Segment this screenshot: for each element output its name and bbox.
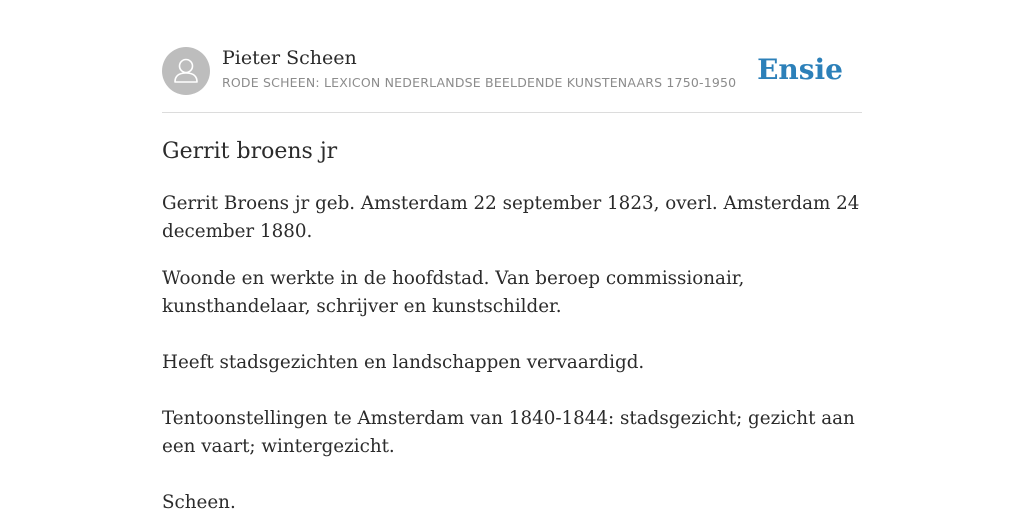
brand-logo[interactable]: Ensie [757, 53, 843, 86]
paragraph: Heeft stadsgezichten en landschappen vervaardigd. [162, 352, 645, 373]
paragraph: Woonde en werkte in de hoofdstad. Van beroep commissionair, kunsthandelaar, schrijver en kunstschilder. [162, 268, 745, 317]
author-name[interactable]: Pieter Scheen [222, 47, 357, 69]
paragraph: Scheen. [162, 492, 236, 512]
user-avatar-icon[interactable] [162, 47, 210, 95]
paragraph: Gerrit Broens jr geb. Amsterdam 22 september 1823, overl. Amsterdam 24 december 1880. [162, 193, 860, 242]
article-body [162, 136, 862, 512]
paragraph: Tentoonstellingen te Amsterdam van 1840-1844: stadsgezicht; gezicht aan een vaart; wintergezicht. [162, 408, 855, 457]
page-title: Gerrit broens jr [162, 139, 338, 164]
source-name[interactable]: RODE SCHEEN: LEXICON NEDERLANDSE BEELDENDE KUNSTENAARS 1750-1950 [222, 75, 737, 90]
article-header [162, 47, 862, 113]
